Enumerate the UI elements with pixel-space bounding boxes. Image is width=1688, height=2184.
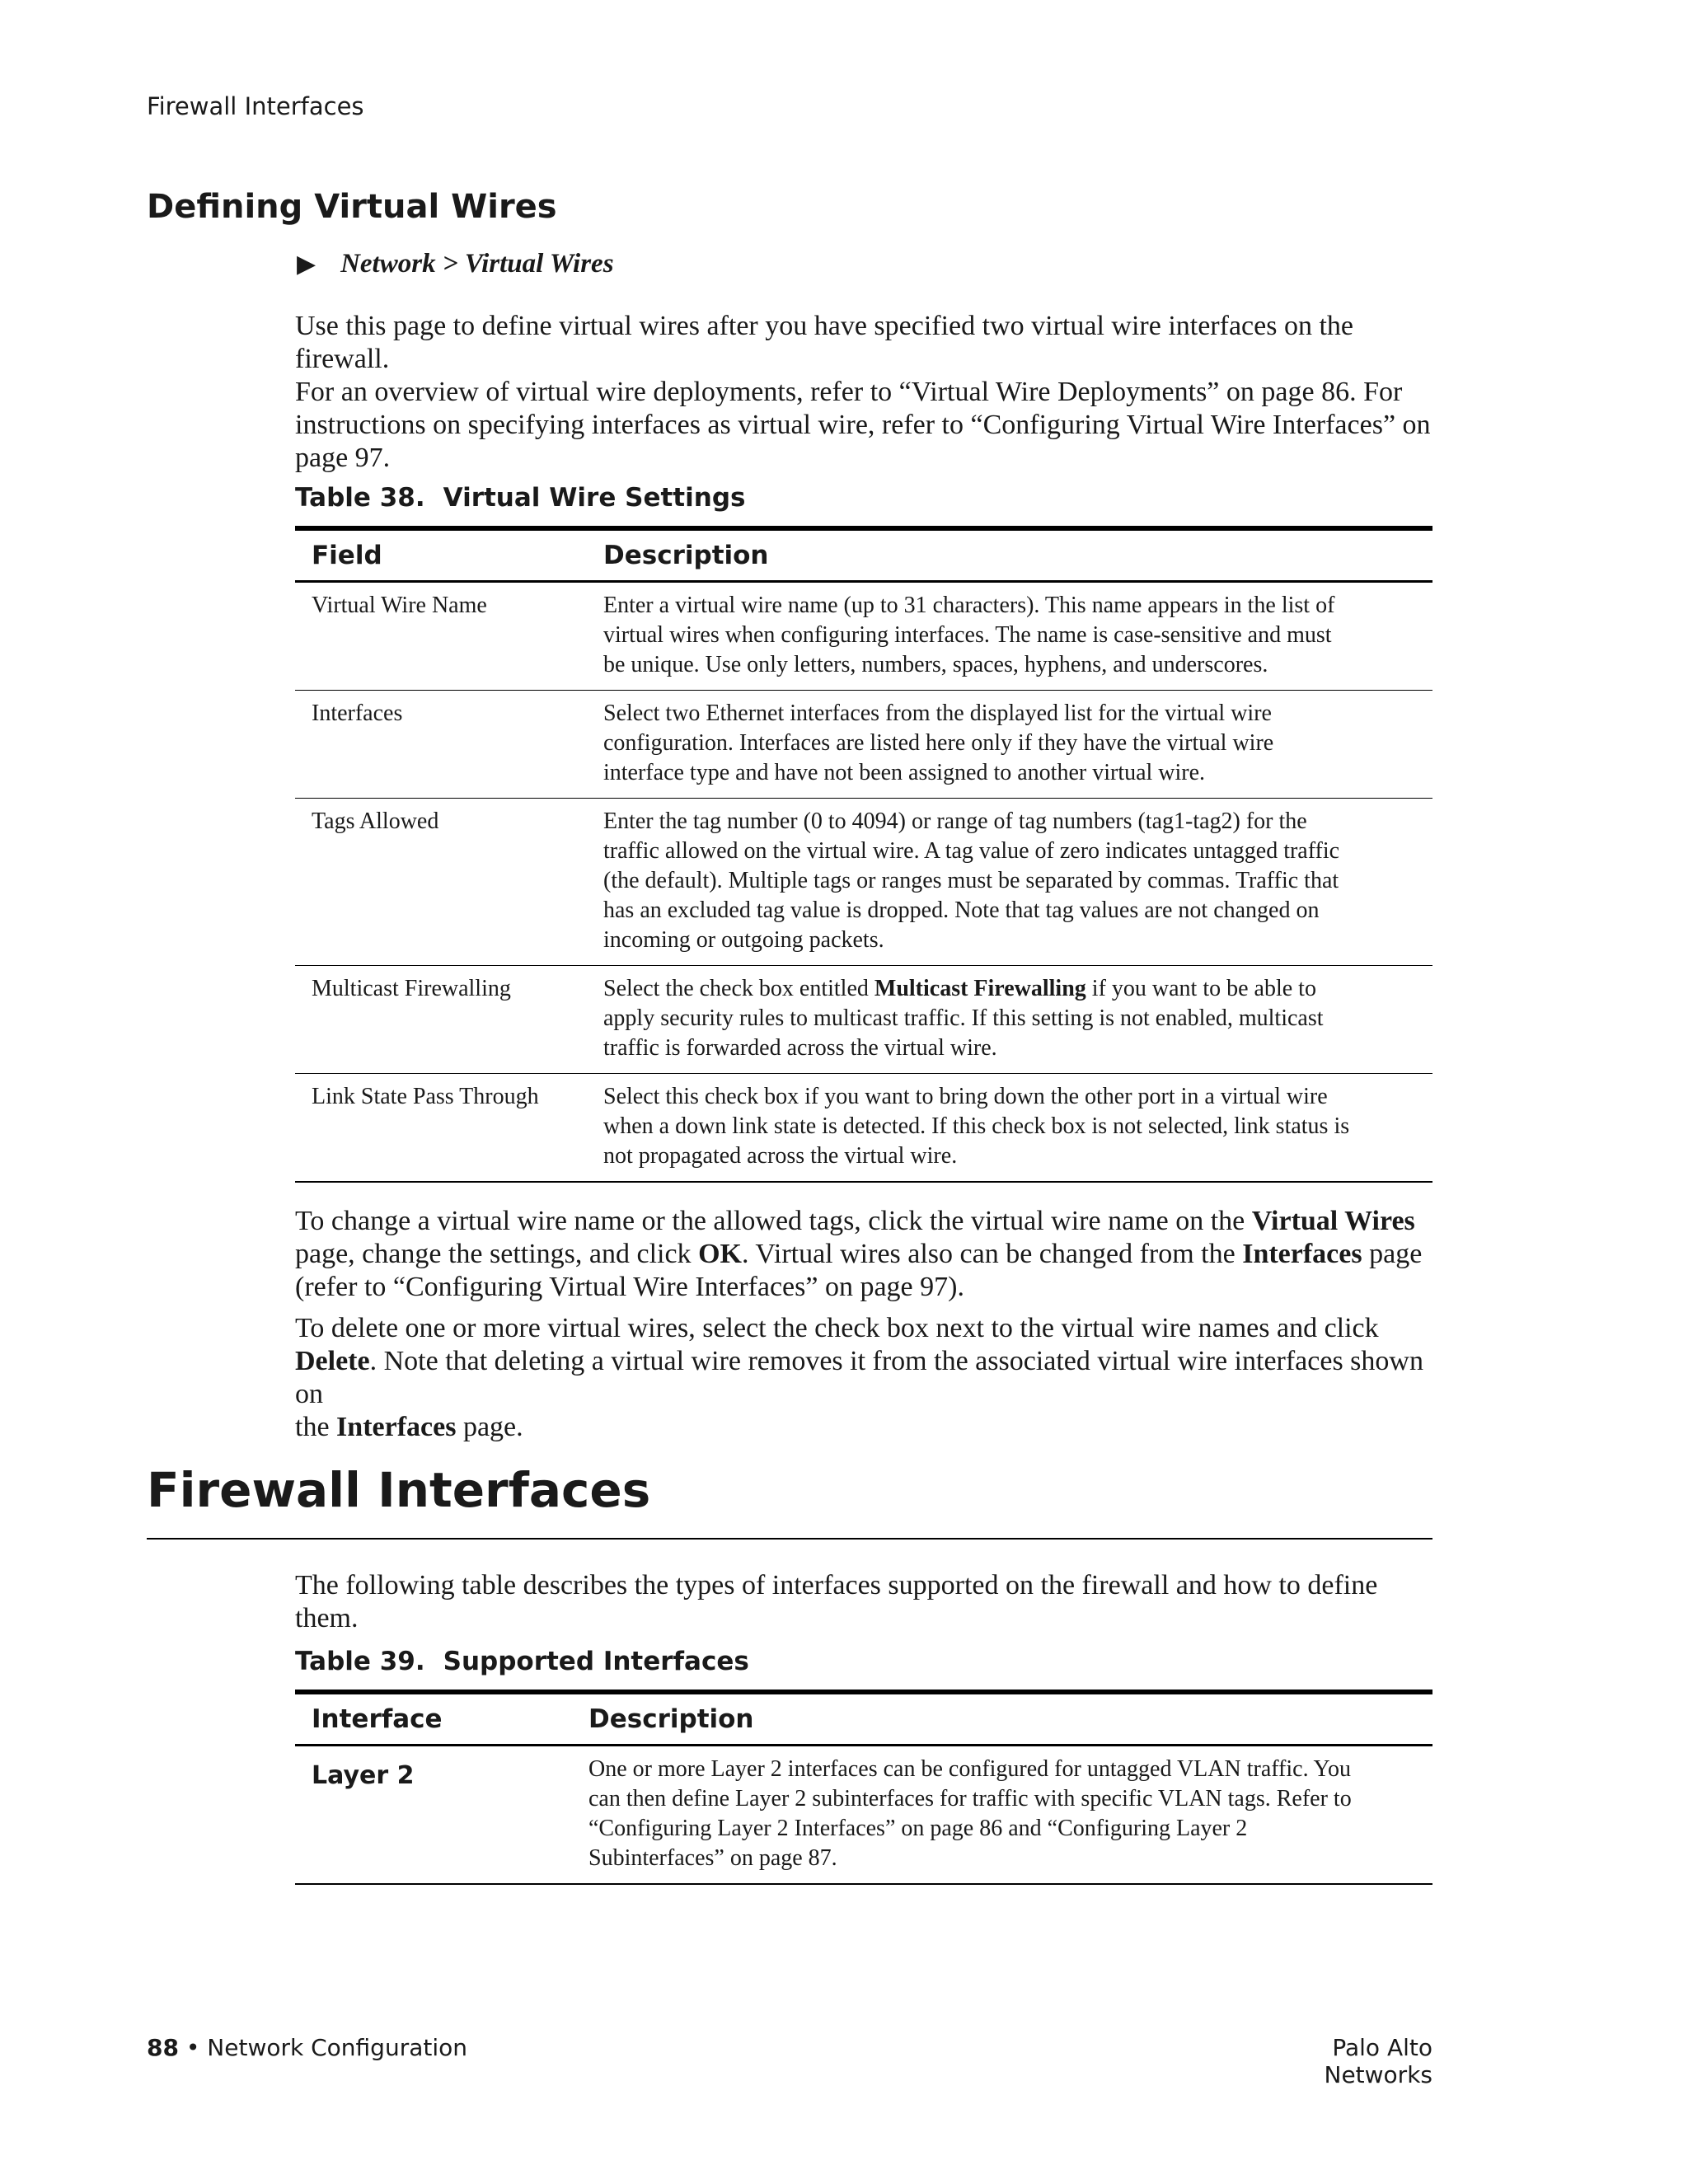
table-title: Virtual Wire Settings (443, 483, 746, 513)
field-description (603, 807, 1432, 955)
desc-line: traffic is forwarded across the virtual wire. (603, 1035, 997, 1061)
table-number: Table 38. (295, 483, 425, 513)
desc-line: Subinterfaces” on page 87. (588, 1845, 837, 1871)
field-name: Multicast Firewalling (312, 976, 511, 1001)
desc-text: Select the check box entitled (603, 976, 874, 1001)
table-row (295, 690, 1432, 798)
para-line: To delete one or more virtual wires, select the check box next to the virtual wire names and click (295, 1313, 1379, 1343)
para-text: page (1362, 1239, 1423, 1269)
column-header-description: Description (603, 541, 769, 570)
intro-line: Use this page to define virtual wires after you have specified two virtual wire interfaces on the firewall. (295, 311, 1353, 374)
para-text: . Virtual wires also can be changed from the (741, 1239, 1243, 1269)
bold-term: OK (698, 1239, 742, 1269)
title-rule (147, 1538, 1432, 1540)
desc-line: virtual wires when configuring interfaces. The name is case-sensitive and must (603, 622, 1332, 648)
delete-virtual-wire-paragraph (295, 1312, 1431, 1444)
desc-line: interface type and have not been assigned to another virtual wire. (603, 760, 1206, 785)
field-description (603, 591, 1432, 680)
table-row (295, 1073, 1432, 1181)
bold-term: Interfaces (1242, 1239, 1362, 1269)
nav-path-text: Network > Virtual Wires (340, 249, 614, 279)
supported-interfaces-table (295, 1690, 1432, 1885)
field-name: Interfaces (312, 701, 403, 726)
desc-line (603, 974, 1421, 1004)
field-name: Tags Allowed (312, 808, 439, 834)
change-virtual-wire-paragraph (295, 1205, 1431, 1304)
desc-line: be unique. Use only letters, numbers, spaces, hyphens, and underscores. (603, 652, 1268, 677)
desc-line: configuration. Interfaces are listed here only if they have the virtual wire (603, 730, 1274, 756)
desc-line: Enter a virtual wire name (up to 31 characters). This name appears in the list of (603, 593, 1335, 618)
footer-bullet: • (178, 2034, 208, 2061)
table-row (295, 798, 1432, 965)
para-line (295, 1345, 1431, 1411)
bold-term: Virtual Wires (1251, 1206, 1415, 1236)
bold-term: Delete (295, 1346, 370, 1376)
section-title-firewall-interfaces: Firewall Interfaces (147, 1462, 651, 1518)
desc-line: Select this check box if you want to bring down the other port in a virtual wire (603, 1084, 1328, 1109)
play-arrow-icon: ▶ (297, 251, 316, 278)
intro-paragraph (295, 310, 1431, 475)
intro-line: instructions on specifying interfaces as virtual wire, refer to “Configuring Virtual Wire Interfaces” on (295, 410, 1431, 440)
desc-line: (the default). Multiple tags or ranges must be separated by commas. Traffic that (603, 868, 1339, 893)
table-39-caption (295, 1647, 749, 1676)
para-line (295, 1238, 1431, 1271)
field-description (603, 1082, 1432, 1171)
desc-line: when a down link state is detected. If this check box is not selected, link status is (603, 1113, 1350, 1139)
para-text: To change a virtual wire name or the allowed tags, click the virtual wire name on the (295, 1206, 1252, 1236)
desc-line: incoming or outgoing packets. (603, 927, 884, 953)
desc-text: if you want to be able to (1085, 976, 1316, 1001)
interface-description (588, 1755, 1432, 1873)
footer-left (147, 2034, 467, 2061)
para-line (295, 1205, 1431, 1238)
para-text: page, change the settings, and click (295, 1239, 699, 1269)
desc-line: traffic allowed on the virtual wire. A tag value of zero indicates untagged traffic (603, 838, 1340, 864)
chapter-name: Network Configuration (207, 2034, 467, 2061)
table-title: Supported Interfaces (443, 1647, 749, 1676)
firewall-interfaces-intro: The following table describes the types of interfaces supported on the firewall and how to define them. (295, 1570, 1378, 1633)
para-text: page. (456, 1412, 523, 1442)
desc-line: apply security rules to multicast traffic. If this setting is not enabled, multicast (603, 1005, 1324, 1031)
table-row (295, 965, 1432, 1073)
column-header-interface: Interface (312, 1704, 443, 1734)
desc-line: has an excluded tag value is dropped. Note that tag values are not changed on (603, 898, 1320, 923)
para-line: (refer to “Configuring Virtual Wire Interfaces” on page 97). (295, 1272, 964, 1302)
para-line (295, 1411, 1431, 1444)
field-name: Virtual Wire Name (312, 593, 487, 618)
table-number: Table 39. (295, 1647, 425, 1676)
section-title-defining-virtual-wires: Defining Virtual Wires (147, 188, 557, 226)
desc-line: One or more Layer 2 interfaces can be configured for untagged VLAN traffic. You (588, 1756, 1351, 1782)
virtual-wire-settings-table (295, 526, 1432, 1183)
para-text: . Note that deleting a virtual wire removes it from the associated virtual wire interfaces shown on (295, 1346, 1423, 1409)
interface-name: Layer 2 (312, 1761, 415, 1790)
field-description (603, 974, 1432, 1063)
navigation-path (297, 249, 614, 279)
page-number: 88 (147, 2034, 179, 2061)
table-header (295, 1694, 1432, 1746)
desc-line: “Configuring Layer 2 Interfaces” on page 86 and “Configuring Layer 2 (588, 1816, 1248, 1841)
table-row (295, 582, 1432, 690)
running-header: Firewall Interfaces (147, 92, 364, 120)
desc-line: not propagated across the virtual wire. (603, 1143, 958, 1169)
intro-line: page 97. (295, 443, 391, 473)
desc-bold-term: Multicast Firewalling (874, 976, 1086, 1001)
field-name: Link State Pass Through (312, 1084, 539, 1109)
intro-line: For an overview of virtual wire deployments, refer to “Virtual Wire Deployments” on page 86. For (295, 377, 1403, 407)
table-row (295, 1746, 1432, 1883)
table-38-caption (295, 483, 745, 513)
column-header-field: Field (312, 541, 382, 570)
footer-company: Palo Alto Networks (1324, 2034, 1432, 2088)
desc-line: Select two Ethernet interfaces from the displayed list for the virtual wire (603, 701, 1272, 726)
bold-term: Interfaces (336, 1412, 457, 1442)
table-header (295, 531, 1432, 582)
column-header-description: Description (588, 1704, 754, 1734)
desc-line: Enter the tag number (0 to 4094) or range of tag numbers (tag1-tag2) for the (603, 808, 1307, 834)
desc-line: can then define Layer 2 subinterfaces for traffic with specific VLAN tags. Refer to (588, 1786, 1352, 1811)
para-text: the (295, 1412, 337, 1442)
field-description (603, 699, 1432, 788)
